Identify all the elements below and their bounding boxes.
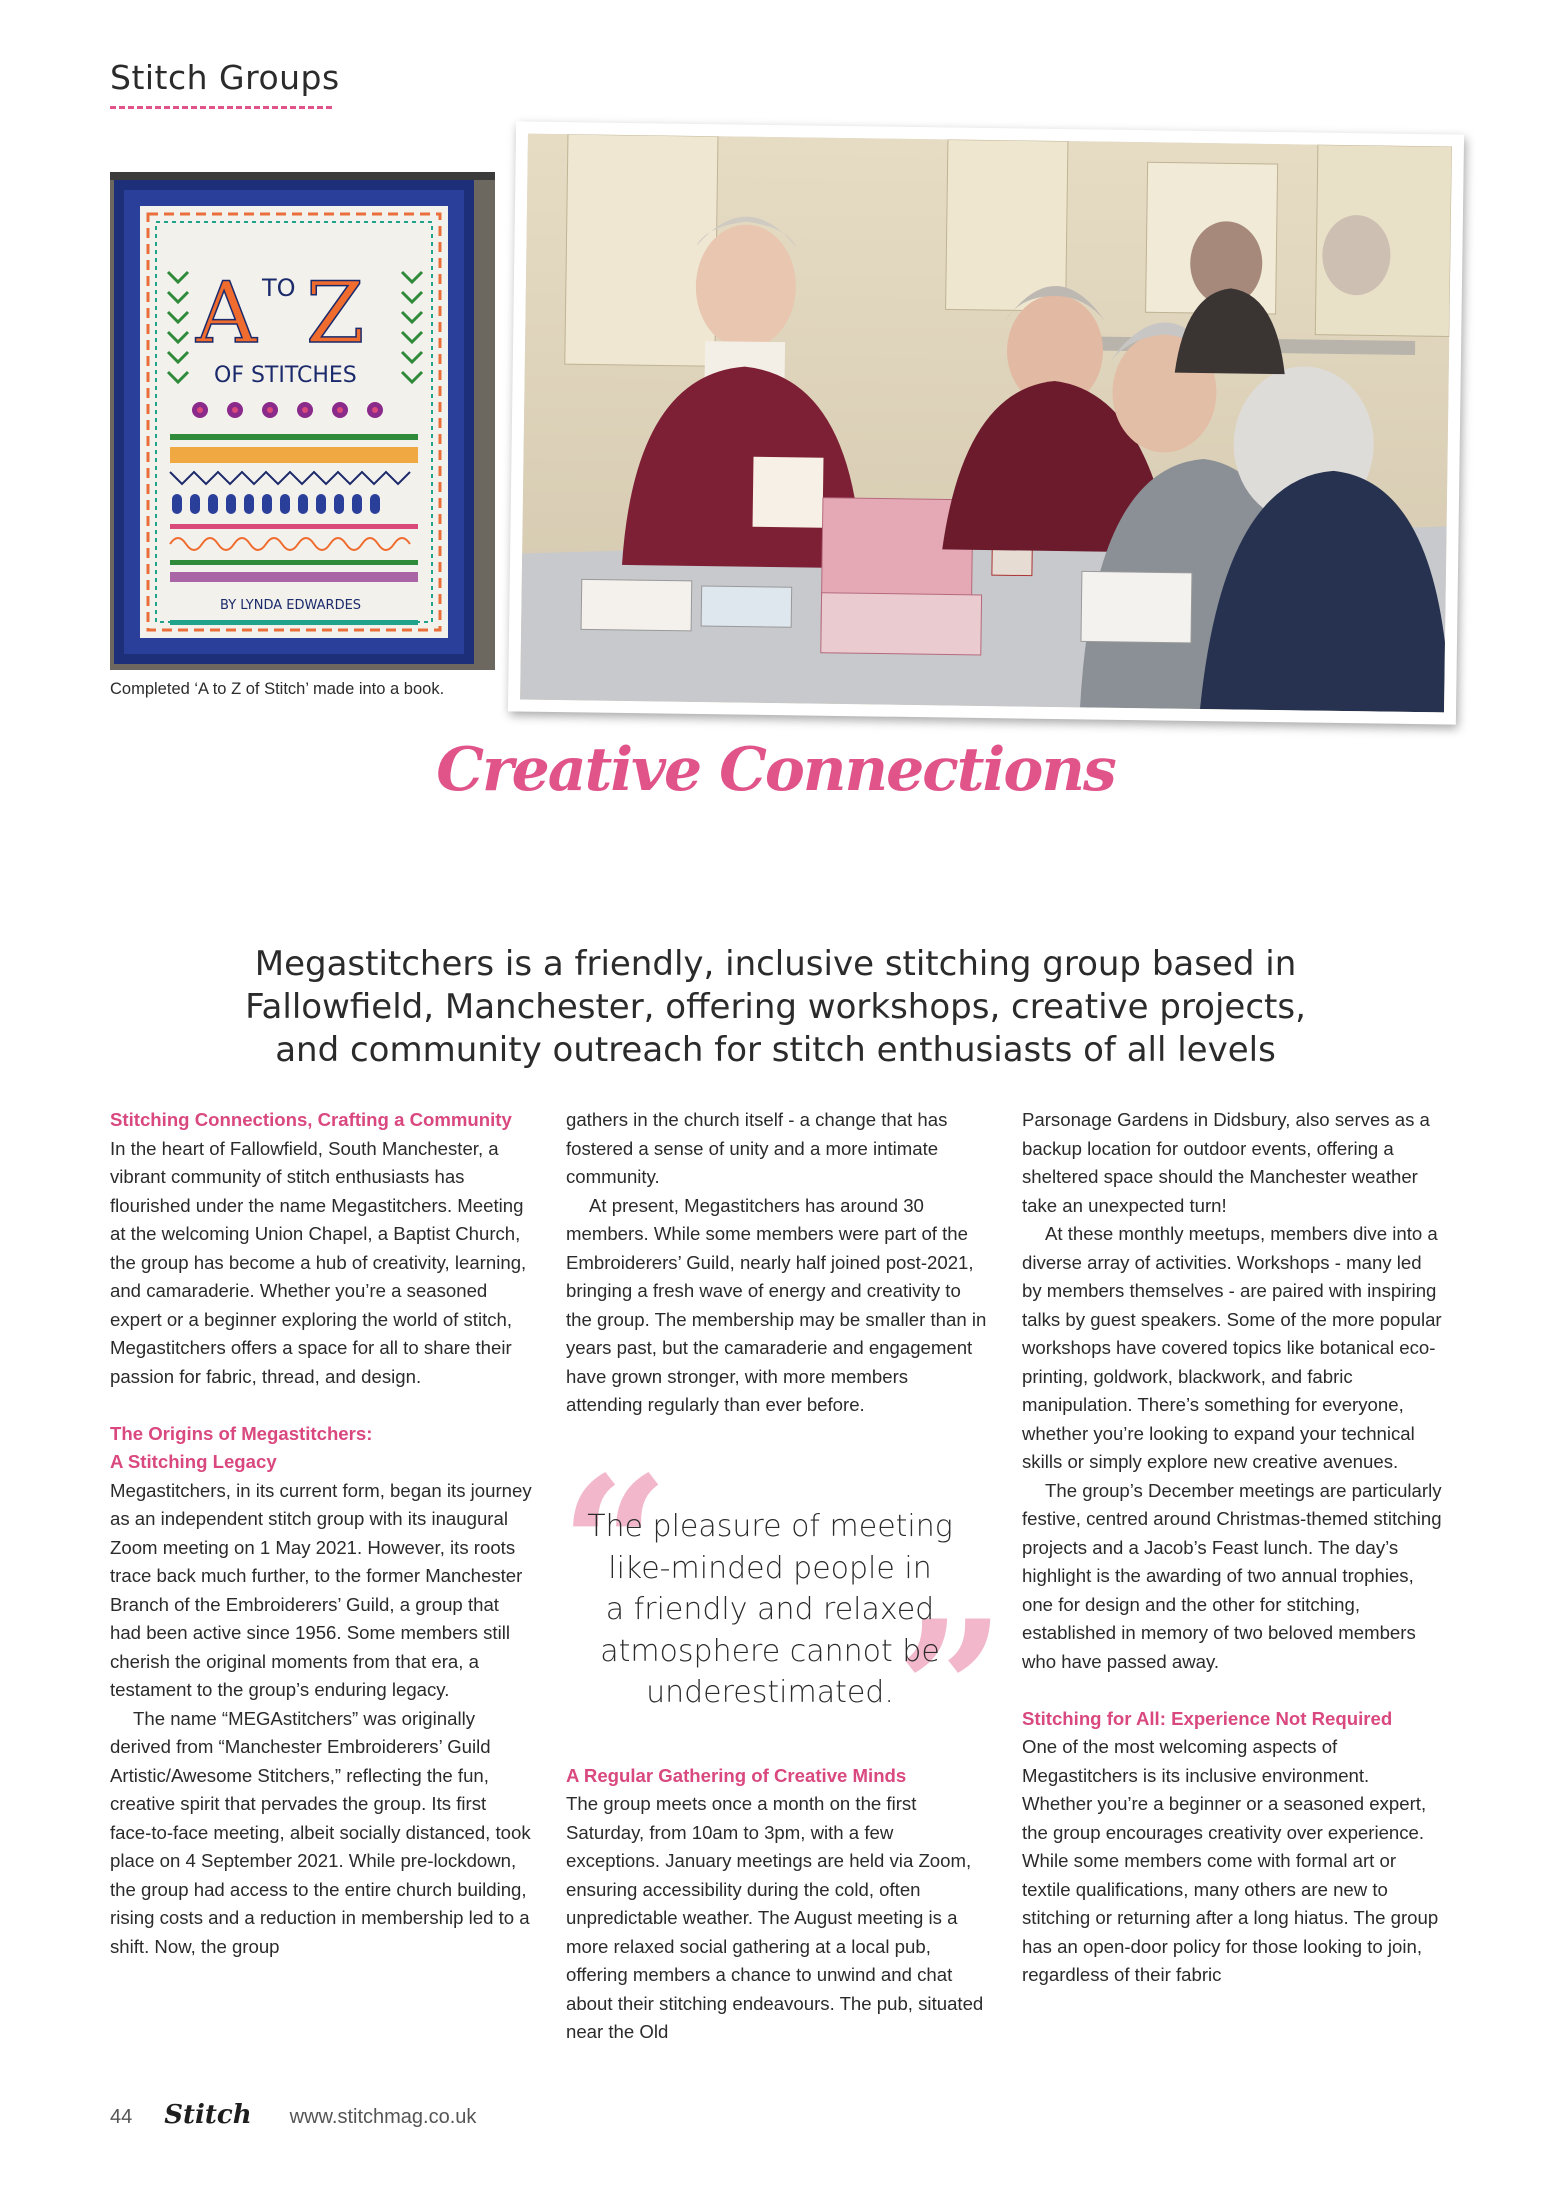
page-footer	[110, 2100, 476, 2130]
paragraph: At present, Megastitchers has around 30 members. While some members were part of the Embroiderers’ Guild, nearly half joined post-2021, bringing a fresh wave of energy and creativity to the group. The membership may be smaller than in years past, but the camaraderie and engagement have grown stronger, with more members attending regularly than ever before.	[566, 1194, 987, 1415]
standfirst-line: Megastitchers is a friendly, inclusive stitching group based in	[254, 944, 1297, 984]
pull-quote-line: underestimated.	[646, 1675, 894, 1710]
meeting-photo-frame	[508, 121, 1464, 724]
paragraph: The name “MEGAstitchers” was originally derived from “Manchester Embroiderers’ Guild Artistic/Awesome Stitchers,” reflecting the fun, creative spirit that pervades the group. Its first face-to-face meeting, albeit socially distanced, took place on 4 September 2021. While pre-lockdown, the group had access to the entire church building, rising costs and a reduction in membership led to a shift. Now, the group	[110, 1707, 531, 1957]
paragraph: At these monthly meetups, members dive into a diverse array of activities. Workshops - many led by members themselves - are paired with inspiring talks by guest speakers. Some of the more popular workshops have covered topics like botanical eco-printing, goldwork, blackwork, and fabric manipulation. There’s something for everyone, whether you’re looking to expand your technical skills or simply explore new creative avenues.	[1022, 1223, 1442, 1472]
magazine-brand: Stitch	[164, 2100, 252, 2130]
section-label: Stitch Groups	[110, 58, 340, 97]
pull-quote-line: like-minded people in	[608, 1550, 932, 1586]
pull-quote-line: The pleasure of meeting	[587, 1509, 953, 1544]
open-quote-mark: “	[560, 1435, 670, 1658]
embroidery-letter-a: A	[196, 264, 257, 362]
pull-quote-text	[580, 1506, 960, 1714]
column-3	[1022, 1106, 1444, 1990]
column-1	[110, 1106, 532, 1961]
standfirst-line: Fallowfield, Manchester, offering workshops, creative projects,	[245, 987, 1306, 1027]
website-url: www.stitchmag.co.uk	[289, 2106, 477, 2128]
article-headline: Creative Connections	[436, 735, 1115, 805]
embroidery-letter-z: Z	[306, 264, 365, 362]
standfirst	[200, 943, 1351, 1072]
subheading: Stitching Connections, Crafting a Community	[110, 1109, 512, 1130]
paragraph: The group’s December meetings are particularly festive, centred around Christmas-themed stitching projects and a Jacob’s Feast lunch. The day’s highlight is the awarding of two annual trophies, one for design and the other for stitching, established in memory of two beloved members who have passed away.	[1022, 1479, 1442, 1672]
embroidery-photo	[110, 172, 495, 670]
close-quote-mark: ”	[896, 1579, 1006, 1802]
subheading: A Stitching Legacy	[110, 1451, 277, 1472]
paragraph: Megastitchers, in its current form, began its journey as an independent stitch group with its inaugural Zoom meeting on 1 May 2021. However, its roots trace back much further, to the former Manchester Branch of the Embroiderers’ Guild, a group that had been active since 1956. Some members still cherish the original moments from that era, a testament to the group’s enduring legacy.	[110, 1479, 532, 1700]
subheading: A Regular Gathering of Creative Minds	[566, 1764, 907, 1786]
subheading: Stitching for All: Experience Not Required	[1022, 1707, 1393, 1729]
section-divider	[110, 106, 332, 109]
meeting-photo	[520, 134, 1452, 713]
embroidery-subtitle: OF STITCHES	[214, 363, 357, 388]
paragraph: One of the most welcoming aspects of Megastitchers is its inclusive environment. Whether you’re a beginner or a seasoned expert, the group encourages creativity over experience. While some members come with formal art or textile qualifications, many others are new to stitching or returning after a long hiatus. The group has an open-door policy for those looking to join, regardless of their fabric	[1022, 1736, 1439, 1985]
paragraph: gathers in the church itself - a change that has fostered a sense of unity and a more intimate community.	[566, 1109, 948, 1187]
embroidery-signature: BY LYNDA EDWARDES	[220, 598, 362, 613]
embroidery-letter-to: TO	[262, 274, 296, 302]
paragraph: In the heart of Fallowfield, South Manchester, a vibrant community of stitch enthusiasts has flourished under the name Megastitchers. Meeting at the welcoming Union Chapel, a Baptist Church, the group has become a hub of creativity, learning, and camaraderie. Whether you’re a seasoned expert or a beginner exploring the world of stitch, Megastitchers offers a space for all to share their passion for fabric, thread, and design.	[110, 1137, 527, 1387]
paragraph: The group meets once a month on the first Saturday, from 10am to 3pm, with a few exceptions. January meetings are held via Zoom, ensuring accessibility during the cold, often unpredictable weather. The August meeting is a more relaxed social gathering at a local pub, offering members a chance to unwind and chat about their stitching endeavours. The pub, situated near the Old	[566, 1793, 984, 2042]
pull-quote-line: atmosphere cannot be	[600, 1633, 940, 1669]
subheading: The Origins of Megastitchers:	[110, 1422, 373, 1444]
paragraph: Parsonage Gardens in Didsbury, also serves as a backup location for outdoor events, offering a sheltered space should the Manchester weather take an unexpected turn!	[1022, 1109, 1430, 1216]
page-number: 44	[110, 2106, 133, 2128]
standfirst-line: and community outreach for stitch enthusiasts of all levels	[275, 1030, 1276, 1070]
pull-quote-line: a friendly and relaxed	[605, 1592, 935, 1627]
photo-caption: Completed ‘A to Z of Stitch’ made into a book.	[110, 680, 445, 698]
